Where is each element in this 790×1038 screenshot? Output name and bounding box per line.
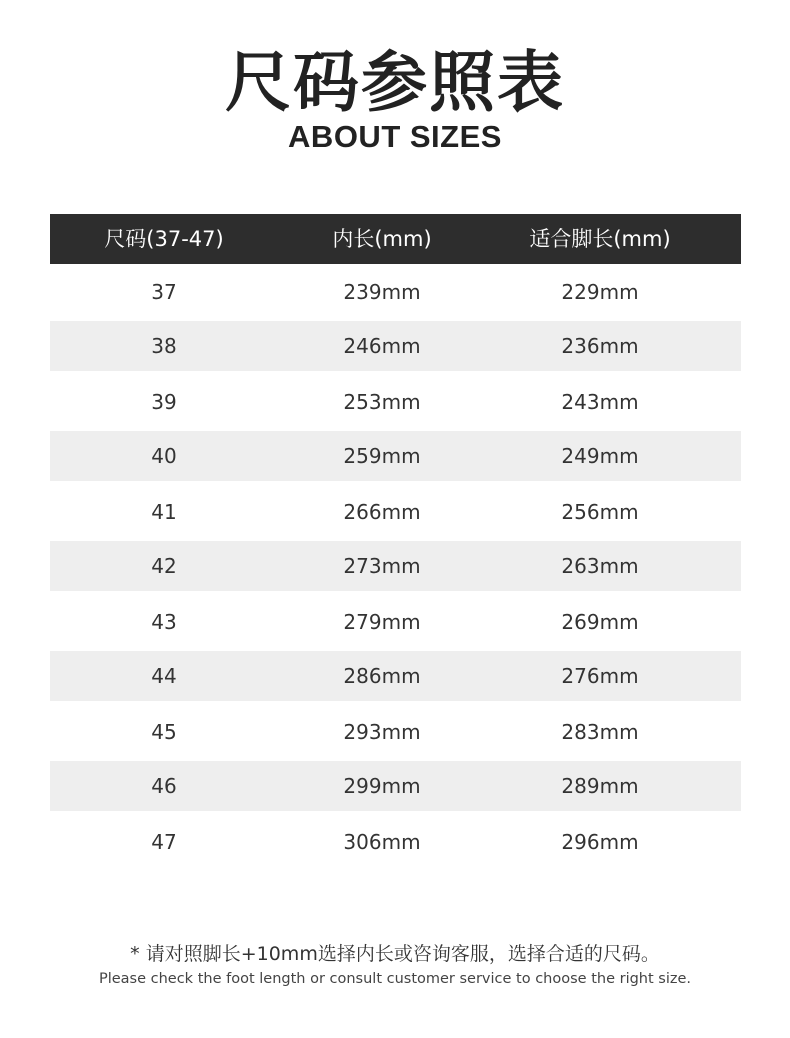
cell-size: 47 (151, 829, 177, 854)
footnote-en: Please check the foot length or consult customer service to choose the right size. (98, 971, 692, 987)
column-header-foot-length: 适合脚长(mm) (529, 227, 671, 251)
cell-inner-length: 293mm (343, 719, 421, 744)
cell-size: 45 (151, 719, 177, 744)
table-row (50, 761, 741, 811)
cell-inner-length: 246mm (343, 334, 421, 358)
cell-size: 39 (151, 389, 177, 414)
table-row (50, 484, 741, 539)
cell-size: 46 (151, 774, 177, 798)
cell-inner-length: 239mm (343, 279, 421, 304)
cell-foot-length: 256mm (561, 499, 639, 524)
table-row (50, 594, 741, 649)
table-row (50, 704, 741, 759)
cell-inner-length: 279mm (343, 609, 421, 634)
cell-inner-length: 306mm (343, 829, 421, 854)
cell-inner-length: 273mm (343, 554, 421, 578)
cell-foot-length: 296mm (561, 829, 639, 854)
cell-inner-length: 286mm (343, 664, 421, 688)
table-row (50, 321, 741, 371)
cell-foot-length: 229mm (561, 279, 639, 304)
cell-foot-length: 243mm (561, 389, 639, 414)
size-table (50, 214, 741, 869)
table-header (50, 214, 741, 264)
page-title-cn: 尺码参照表 (225, 44, 565, 121)
cell-foot-length: 249mm (561, 444, 639, 468)
cell-foot-length: 289mm (561, 774, 639, 798)
cell-size: 37 (151, 279, 177, 304)
page-title-en: ABOUT SIZES (288, 119, 502, 154)
cell-inner-length: 253mm (343, 389, 421, 414)
column-header-size: 尺码(37-47) (104, 227, 224, 251)
cell-inner-length: 299mm (343, 774, 421, 798)
table-row (50, 814, 741, 869)
table-row (50, 374, 741, 429)
cell-inner-length: 259mm (343, 444, 421, 468)
table-row (50, 264, 741, 319)
cell-size: 43 (151, 609, 177, 634)
cell-foot-length: 276mm (561, 664, 639, 688)
column-header-inner-length: 内长(mm) (332, 227, 432, 251)
table-row (50, 431, 741, 481)
cell-foot-length: 236mm (561, 334, 639, 358)
cell-size: 42 (151, 554, 177, 578)
cell-foot-length: 269mm (561, 609, 639, 634)
cell-size: 38 (151, 334, 177, 358)
cell-foot-length: 263mm (561, 554, 639, 578)
cell-inner-length: 266mm (343, 499, 421, 524)
cell-size: 41 (151, 499, 177, 524)
cell-foot-length: 283mm (561, 719, 639, 744)
table-row (50, 541, 741, 591)
cell-size: 44 (151, 664, 177, 688)
cell-size: 40 (151, 444, 177, 468)
footnote-cn: * 请对照脚长+10mm选择内长或咨询客服，选择合适的尺码。 (130, 943, 660, 965)
table-row (50, 651, 741, 701)
